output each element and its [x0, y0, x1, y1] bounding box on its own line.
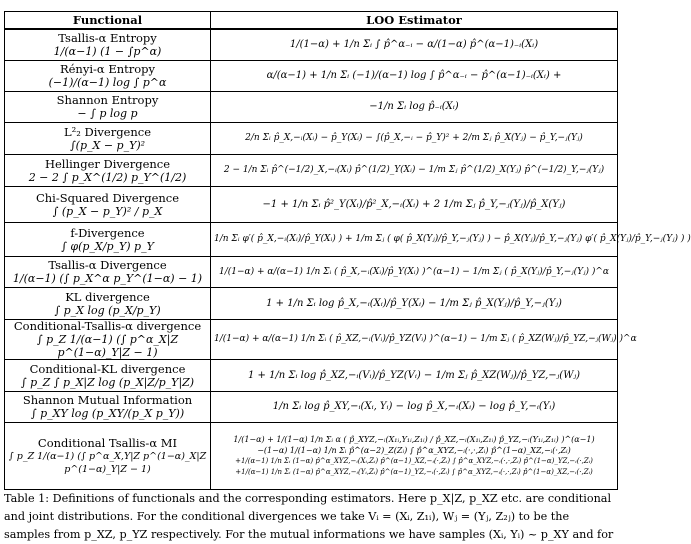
estimator-formula: −1 + 1/n Σᵢ p̂²_Y(Xᵢ)/p̂²_X,−ᵢ(Xᵢ) + 2 1/m Σⱼ p̂_Y,−ⱼ(Yⱼ)/p̂_X(Yⱼ): [262, 198, 566, 210]
table-row: [5, 61, 618, 92]
functional-name: Tsallis-α Divergence: [48, 258, 167, 272]
functional-expression: ∫ (p_X − p_Y)² / p_X: [52, 204, 163, 218]
estimator-cell: [211, 320, 637, 360]
table-row: [5, 257, 618, 288]
functional-expression: ∫ p_X log (p_X/p_Y): [54, 303, 161, 317]
functional-cell: [5, 187, 211, 223]
estimator-formula: −1/n Σᵢ log p̂₋ᵢ(Xᵢ): [369, 101, 459, 112]
caption-line: samples from p_XZ, p_YZ respectively. For the mutual informations we have samples (Xᵢ, Yᵢ) ~ p_XY and for: [4, 528, 614, 541]
table-header-row: [5, 12, 618, 30]
functional-expression: ∫(p_X − p_Y)²: [69, 138, 146, 152]
functional-expression: ∫ φ(p_X/p_Y) p_Y: [61, 239, 154, 253]
functional-cell: [5, 29, 211, 61]
functional-expression: 1/(α−1) (∫ p_X^α p_Y^(1−α) − 1): [12, 272, 203, 285]
functional-name: Rényi-α Entropy: [59, 62, 156, 76]
table-row: [5, 392, 618, 423]
header-estimator: LOO Estimator: [211, 12, 618, 30]
functional-expression: 1/(α−1) (1 − ∫p^α): [53, 45, 162, 58]
estimator-formula: 1/(1−α) + 1/n Σᵢ ∫ p̂^α₋ᵢ − α/(1−α) p̂^(α−1)₋ᵢ(Xᵢ): [289, 39, 539, 50]
caption-line: Table 1: Definitions of functionals and the corresponding estimators. Here p_X|Z, p_XZ etc. are conditional: [4, 492, 612, 505]
estimator-formula: 2/n Σᵢ p̂_X,−ᵢ(Xᵢ) − p̂_Y(Xᵢ) − ∫(p̂_X,−ᵢ − p̂_Y)² + 2/m Σⱼ p̂_X(Yⱼ) − p̂_Y,−ⱼ(Yⱼ): [245, 133, 583, 144]
functional-expression: 2 − 2 ∫ p_X^(1/2) p_Y^(1/2): [28, 170, 187, 184]
estimator-formula: 1/(1−α) + α/(α−1) 1/n Σᵢ ( p̂_X,−ᵢ(Xᵢ)/p̂_Y(Xᵢ) )^(α−1) − 1/m Σⱼ ( p̂_X(Yⱼ)/p̂_Y,−ⱼ(Yⱼ) )^α: [218, 266, 609, 277]
functional-expression: ∫ p_Z 1/(α−1) (∫ p^α_X,Y|Z p^(1−α)_X|Z p^(1−α)_Y|Z − 1): [8, 450, 207, 475]
functional-cell: [5, 320, 211, 360]
functional-expression: ∫ p_Z ∫ p_X|Z log (p_X|Z/p_Y|Z): [20, 375, 195, 389]
functional-cell: [5, 61, 211, 92]
functional-cell: [5, 360, 211, 392]
header-functional: Functional: [5, 12, 211, 30]
functional-cell: [5, 155, 211, 187]
estimator-cell: [211, 360, 618, 392]
estimator-cell: [211, 61, 618, 92]
estimator-cell: [211, 187, 618, 223]
estimator-formula: 1 + 1/n Σᵢ log p̂_X,−ᵢ(Xᵢ)/p̂_Y(Xᵢ) − 1/m Σⱼ p̂_X(Yⱼ)/p̂_Y,−ⱼ(Yⱼ): [266, 297, 562, 309]
table-row: [5, 223, 618, 257]
functionals-table: [4, 11, 691, 490]
caption-line: and joint distributions. For the conditional divergences we take Vᵢ = (Xᵢ, Z₁ᵢ), Wⱼ = (Yⱼ, Z₂ⱼ) to be the: [4, 510, 570, 523]
table-row: [5, 320, 618, 360]
table-row: [5, 92, 618, 123]
estimator-cell: [211, 257, 618, 288]
estimator-cell: [211, 288, 618, 320]
estimator-cell: [211, 223, 691, 257]
estimator-formula: α/(α−1) + 1/n Σᵢ (−1)/(α−1) log ∫ p̂^α₋ᵢ − p̂^(α−1)₋ᵢ(Xᵢ) +: [266, 70, 562, 81]
functional-expression: ∫ p_XY log (p_XY/(p_X p_Y)): [30, 407, 185, 420]
functional-name: L²₂ Divergence: [63, 124, 152, 139]
functional-cell: [5, 423, 211, 490]
table-row: [5, 123, 618, 155]
functional-name: KL divergence: [65, 289, 150, 304]
functional-cell: [5, 288, 211, 320]
table-row: [5, 360, 618, 392]
estimator-formula: 1/n Σᵢ log p̂_XY,−ᵢ(Xᵢ, Yᵢ) − log p̂_X,−ᵢ(Xᵢ) − log p̂_Y,−ᵢ(Yᵢ): [272, 401, 556, 412]
table-row: [5, 29, 618, 61]
functional-name: Conditional-KL divergence: [29, 361, 186, 376]
table-caption: [4, 490, 640, 544]
functional-cell: [5, 123, 211, 155]
functional-cell: [5, 92, 211, 123]
table-row: [5, 187, 618, 223]
estimator-formula: 1/(1−α) + 1/(1−α) 1/n Σᵢ α ( p̂_XYZ,−ᵢ(X₁ᵢ,Y₁ᵢ,Z₁ᵢ) / p̂_XZ,−ᵢ(X₁ᵢ,Z₁ᵢ) p̂_YZ,−ᵢ(Y₁ᵢ,Z₁ᵢ) )^(α−1): [233, 435, 595, 444]
functional-name: Tsallis-α Entropy: [58, 31, 157, 45]
functional-name: Hellinger Divergence: [44, 156, 171, 171]
functional-cell: [5, 223, 211, 257]
estimator-formula: 1/(1−α) + α/(α−1) 1/n Σᵢ ( p̂_XZ,−ᵢ(Vᵢ)/p̂_YZ(Vᵢ) )^(α−1) − 1/m Σⱼ ( p̂_XZ(Wⱼ)/p̂_YZ,−ⱼ(Wⱼ) )^α: [214, 334, 637, 345]
estimator-cell: [211, 92, 618, 123]
functional-name: Chi-Squared Divergence: [35, 190, 180, 205]
estimator-cell: [211, 29, 618, 61]
functional-name: Conditional Tsallis-α MI: [37, 435, 178, 450]
estimator-formula: −(1−α) 1/(1−α) 1/n Σᵢ p̂^(α−2)_Z(Zᵢ) ∫ p̂^α_XYZ,−ᵢ(·,·,Zᵢ) p̂^(1−α)_XZ,−ᵢ(·,Zᵢ): [257, 445, 571, 455]
functional-expression: (−1)/(α−1) log ∫ p^α: [48, 76, 167, 89]
functional-name: Shannon Mutual Information: [22, 393, 193, 407]
functional-expression: ∫ p_Z 1/(α−1) (∫ p^α_X|Z p^(1−α)_Y|Z − 1): [36, 333, 179, 359]
estimator-formula: +1/(α−1) 1/n Σᵢ (1−α) p̂^α_XYZ,−ᵢ(Yᵢ,Zᵢ) p̂^(α−1)_YZ,−ᵢ(·,Zᵢ) ∫ p̂^α_XYZ,−ᵢ(·,·,Zᵢ) p̂^(1−α)_XZ,−ᵢ(·,Zᵢ): [235, 467, 593, 476]
estimator-formula: 1 + 1/n Σᵢ log p̂_XZ,−ᵢ(Vᵢ)/p̂_YZ(Vᵢ) − 1/m Σⱼ p̂_XZ(Wⱼ)/p̂_YZ,−ⱼ(Wⱼ): [247, 369, 581, 381]
estimator-cell: [211, 155, 618, 187]
estimator-cell: [211, 423, 618, 490]
functional-name: Conditional-Tsallis-α divergence: [13, 319, 202, 333]
table-row: [5, 423, 618, 490]
functional-name: Shannon Entropy: [56, 93, 159, 107]
functional-name: f-Divergence: [70, 225, 145, 240]
table-row: [5, 288, 618, 320]
functional-expression: − ∫ p log p: [77, 107, 138, 120]
estimator-formula: +1/(α−1) 1/n Σᵢ (1−α) p̂^α_XYZ,−ᵢ(Xᵢ,Zᵢ) p̂^(α−1)_XZ,−ᵢ(·,Zᵢ) ∫ p̂^α_XYZ,−ᵢ(·,·,Zᵢ) p̂^(1−α)_YZ,−ᵢ(·,Zᵢ): [235, 457, 593, 465]
estimator-cell: [211, 123, 618, 155]
functional-cell: [5, 257, 211, 288]
estimator-cell: [211, 392, 618, 423]
estimator-formula: 1/n Σᵢ φ′( p̂_X,−ᵢ(Xᵢ)/p̂_Y(Xᵢ) ) + 1/m Σⱼ ( φ( p̂_X(Yⱼ)/p̂_Y,−ⱼ(Yⱼ) ) − p̂_X(Yⱼ)/p̂_Y,−ⱼ(Yⱼ) φ′( p̂_X(Yⱼ)/p̂_Y,−ⱼ(Yⱼ) ) ): [214, 234, 691, 245]
functional-cell: [5, 392, 211, 423]
estimator-formula: 2 − 1/n Σᵢ p̂^(−1/2)_X,−ᵢ(Xᵢ) p̂^(1/2)_Y(Xᵢ) − 1/m Σⱼ p̂^(1/2)_X(Yⱼ) p̂^(−1/2)_Y,−ⱼ(Yⱼ): [223, 165, 605, 176]
table-row: [5, 155, 618, 187]
